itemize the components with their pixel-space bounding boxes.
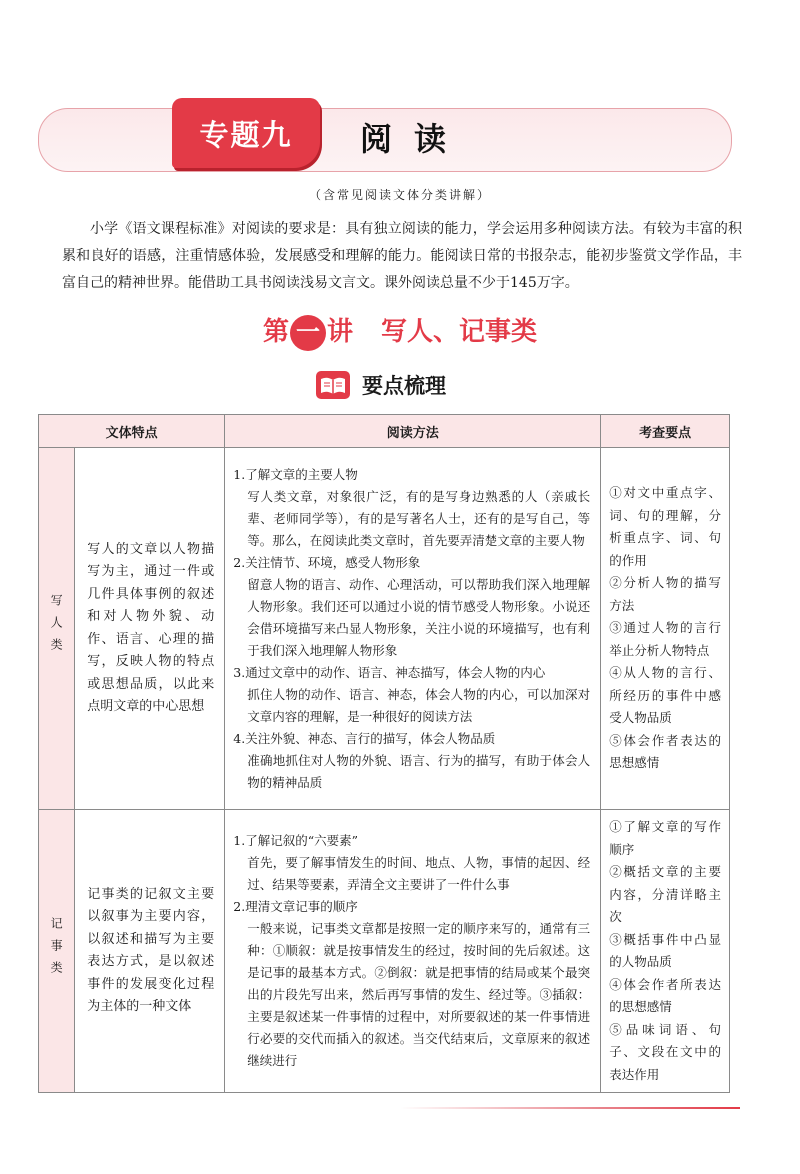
- lecture-heading: [0, 312, 800, 352]
- method-body: 首先，要了解事情发生的时间、地点、人物，事情的起因、经过、结果等要素，弄清全文主要讲了一件什么事: [247, 855, 591, 892]
- method-heading: 4.关注外貌、神态、言行的描写，体会人物品质: [233, 730, 496, 746]
- method-body: 准确地抓住对人物的外貌、语言、行为的描写，有助于体会人物的精神品质: [247, 752, 591, 790]
- intro-paragraph: 小学《语文课程标准》对阅读的要求是：具有独立阅读的能力，学会运用多种阅读方法。有较为丰富的积累和良好的语感，注重情感体验，发展感受和理解的能力。能阅读日常的书报杂志，能初步鉴赏文学作品，丰富自己的精神世界。能借助工具书阅读浅易文言文。课外阅读总量不少于145万字。: [62, 221, 742, 291]
- method-cell: [225, 810, 601, 1093]
- page-title: 阅读: [360, 120, 469, 158]
- exam-point: ②概括文章的主要内容，分清详略主次: [609, 864, 721, 924]
- feature-cell: 记事类的记叙文主要以叙事为主要内容，以叙述和描写为主要表达方式，是以叙述事件的发展变化过程为主体的一种文体: [75, 810, 225, 1093]
- exam-point: ④体会作者所表达的思想感情: [609, 976, 721, 1014]
- category-cell: [39, 810, 75, 1093]
- table-row: [39, 448, 730, 810]
- method-body: 抓住人物的动作、语言、神态，体会人物的内心，可以加深对文章内容的理解，是一种很好的阅读方法: [247, 686, 591, 724]
- exam-point: ⑤品味词语、句子、文段在文中的表达作用: [609, 1021, 721, 1082]
- topic-tag: 专题九: [172, 98, 320, 168]
- exam-point: ③概括事件中凸显的人物品质: [609, 931, 721, 969]
- method-cell: [225, 448, 601, 810]
- exam-point: ①对文中重点字、词、句的理解，分析重点字、词、句的作用: [609, 485, 721, 568]
- feature-cell: 写人的文章以人物描写为主，通过一件或几件具体事例的叙述和对人物外貌、动作、语言、心理的描写，反映人物的特点或思想品质，以此来点明文章的中心思想: [75, 448, 225, 810]
- exam-point: ⑤体会作者表达的思想感情: [609, 732, 721, 771]
- header-exam-points: 考查要点: [601, 415, 730, 448]
- header-methods: 阅读方法: [225, 415, 601, 448]
- method-body: 留意人物的语言、动作、心理活动，可以帮助我们深入地理解人物形象。我们还可以通过小说的情节感受人物形象。小说还会借环境描写来凸显人物形象，关注小说的环境描写，也有利于我们深入地理解人物形象: [247, 576, 591, 658]
- method-heading: 2.理清文章记事的顺序: [233, 899, 358, 914]
- exam-point: ②分析人物的描写方法: [609, 575, 721, 613]
- method-heading: 1.了解记叙的“六要素”: [233, 833, 359, 848]
- category-label: 记事类: [49, 916, 64, 983]
- section-title: 要点梳理: [362, 374, 446, 398]
- exam-cell: [601, 448, 730, 810]
- lecture-suffix: 讲: [326, 317, 353, 347]
- key-points-table: [38, 414, 730, 1093]
- exam-point: ③通过人物的言行举止分析人物特点: [609, 620, 721, 658]
- section-heading: [316, 368, 446, 402]
- header-features: 文体特点: [39, 415, 225, 448]
- table-row: [39, 810, 730, 1093]
- table-header-row: [39, 415, 730, 448]
- open-book-icon: [316, 371, 350, 399]
- exam-cell: [601, 810, 730, 1093]
- method-body: 写人类文章，对象很广泛，有的是写身边熟悉的人（亲戚长辈、老师同学等），有的是写著名人士，还有的是写自己，等等。那么，在阅读此类文章时，首先要弄清楚文章的主要人物: [247, 488, 591, 548]
- page-subtitle: （含常见阅读文体分类讲解）: [308, 188, 491, 202]
- method-body: 一般来说，记事类文章都是按照一定的顺序来写的，通常有三种：①顺叙：就是按事情发生的经过，按时间的先后叙述。这是记事的最基本方式。②倒叙：就是把事情的结局或某个最突出的片段先写出来，然后再写事情的发生、经过等。③插叙：主要是叙述某一件事情的过程中，对所要叙述的某一件事情进行必要的交代而插入的叙述。当交代结束后，文章原来的叙述继续进行: [247, 921, 591, 1068]
- lecture-title: 写人、记事类: [381, 317, 538, 347]
- bottom-divider: [400, 1107, 740, 1109]
- exam-point: ④从人物的言行、所经历的事件中感受人物品质: [609, 665, 721, 726]
- method-heading: 3.通过文章中的动作、语言、神态描写，体会人物的内心: [233, 664, 546, 680]
- category-cell: [39, 448, 75, 810]
- method-heading: 1.了解文章的主要人物: [233, 466, 358, 482]
- lecture-prefix: 第: [262, 317, 289, 347]
- lecture-number-badge: 一: [290, 315, 326, 351]
- category-label: 写人类: [49, 594, 64, 660]
- method-heading: 2.关注情节、环境，感受人物形象: [233, 554, 421, 570]
- exam-point: ①了解文章的写作顺序: [609, 819, 721, 857]
